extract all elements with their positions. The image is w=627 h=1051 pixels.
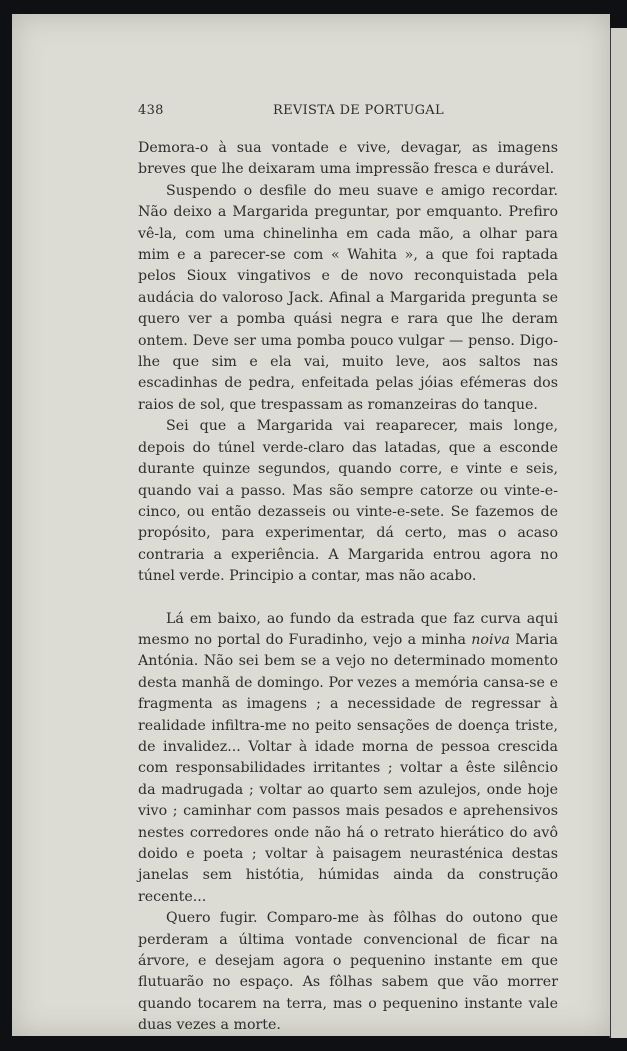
page-number: 438 — [138, 103, 164, 118]
paragraph: Demora-o à sua vontade e vive, devagar, as imagens breves que lhe deixaram uma impressão fresca e durável. — [138, 140, 558, 178]
next-page-edge — [609, 28, 627, 1038]
paragraph: Suspendo o desfile do meu suave e amigo recordar. Não deixo a Margarida preguntar, por emquanto. Prefiro vê-la, com uma chinelinha em cada mão, a olhar para mim e a parecer-se com « Wahita », a que foi raptada pelos Sioux vingativos e de novo reconquistada pela audácia do valoroso Jack. Afinal a Margarida pregunta se quero ver a pomba quási negra e rara que lhe deram ontem. Deve ser uma pomba pouco vulgar — penso. Digo-lhe que sim e ela vai, muito leve, aos saltos nas escadinhas de pedra, enfeitada pelas jóias efémeras dos raios de sol, que trespassam as romanzeiras do tanque. — [138, 182, 558, 413]
body-text — [138, 138, 558, 1037]
paragraph — [138, 609, 558, 909]
paragraph-text: Lá em baixo, ao fundo da estrada que faz curva aqui mesmo no portal do Furadinho, vejo a minha — [138, 610, 558, 648]
paragraph-text: Maria Antónia. Não sei bem se a vejo no determinado momento desta manhã de domingo. Por vezes a memória cansa-se e fragmenta as imagens ; a necessidade de regressar à realidade infiltra-me no peito sensações de doença triste, de invalidez... Voltar à idade morna de pessoa crescida com responsabilidades irritantes ; voltar a êste silêncio da madrugada ; voltar ao quarto sem azulejos, onde hoje vivo ; caminhar com passos mais pesados e aprehensivos nestes corredores onde não há o retrato hierático do avô doido e poeta ; voltar à paisagem neurasténica destas janelas sem histótia, húmidas ainda da construção recente... — [138, 631, 559, 905]
paragraph: Sei que a Margarida vai reaparecer, mais longe, depois do túnel verde-claro das latadas, que a esconde durante quinze segundos, quando corre, e vinte e seis, quando vai a passo. Mas são sempre catorze ou vinte-e-cinco, ou então dezasseis ou vinte-e-sete. Se fazemos de propósito, para experimentar, dá certo, mas o acaso contraria a experiência. A Margarida entrou agora no túnel verde. Principio a contar, mas não acabo. — [138, 418, 558, 585]
running-title: REVISTA DE PORTUGAL — [273, 103, 444, 118]
italic-word: noiva — [471, 631, 510, 648]
paragraph: Quero fugir. Comparo-me às fôlhas do outono que perderam a última vontade convencional de ficar na árvore, e desejam agora o pequenino instante em que flutuarão no espaço. As fôlhas sabem que vão morrer quando tocarem na terra, mas o pequenino instante vale duas vezes a morte. — [138, 910, 558, 1034]
